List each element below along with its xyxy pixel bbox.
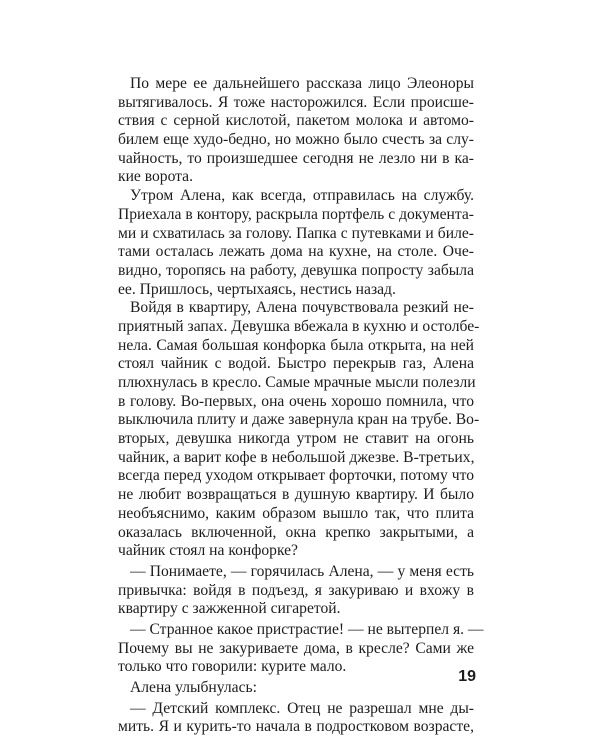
- paragraph: [118, 187, 474, 299]
- paragraph: [118, 563, 474, 619]
- text-line: ствия с серной кислотой, пакетом молока и автомо-: [118, 112, 474, 130]
- text-line: всегда перед уходом открывает форточки, потому что: [118, 467, 474, 485]
- text-line: только что говорили: курите мало.: [118, 658, 347, 676]
- text-line: ми и схватилась за голову. Папка с путевками и биле-: [118, 224, 474, 242]
- text-line: кие ворота.: [118, 168, 194, 186]
- text-line: билем еще худо-бедно, но можно было счесть за слу-: [118, 131, 474, 149]
- paragraph: [118, 679, 474, 698]
- text-line: нела. Самая большая конфорка была открыта, на ней: [118, 336, 474, 354]
- text-line: привычка: войдя в подъезд, я закуриваю и вхожу в: [118, 581, 474, 599]
- text-line: квартиру с зажженной сигаретой.: [118, 600, 341, 618]
- text-line: плюхнулась в кресло. Самые мрачные мысли полезли: [118, 374, 476, 391]
- text-line: стоял чайник с водой. Быстро перекрыв газ, Алена: [118, 355, 474, 373]
- text-line: тами осталась лежать дома на кухне, на столе. Оче-: [118, 243, 474, 261]
- text-line: Войдя в квартиру, Алена почувствовала резкий не-: [130, 299, 474, 317]
- text-line: приятный запах. Девушка вбежала в кухню и остолбе-: [118, 317, 480, 335]
- body-text: [118, 75, 484, 737]
- text-line: По мере ее дальнейшего рассказа лицо Элеоноры: [130, 75, 474, 92]
- text-line: — Детский комплекс. Отец не разрешал мне ды-: [130, 699, 474, 717]
- text-line: ее. Пришлось, чертыхаясь, нестись назад.: [118, 280, 396, 298]
- text-line: чайник, а варит кофе в небольшой джезве. В-третьих,: [118, 448, 475, 466]
- text-line: — Понимаете, — горячилась Алена, — у меня есть: [130, 562, 474, 580]
- text-line: необъяснимо, каким образом вышло так, что плита: [118, 504, 474, 522]
- text-line: Почему вы не закуриваете дома, в кресле? Сами же: [118, 639, 474, 657]
- text-line: выключила плиту и даже завернула кран на трубе. Во-: [118, 411, 480, 429]
- text-line: оказалась включенной, окна крепко закрытыми, а: [118, 523, 474, 541]
- text-line: — Странное какое пристрастие! — не вытерпел я. —: [130, 620, 484, 638]
- paragraph: [118, 75, 474, 187]
- text-line: в голову. Во-первых, она очень хорошо помнила, что: [118, 392, 474, 410]
- text-line: вторых, девушка никогда утром не ставит на огонь: [118, 430, 474, 448]
- text-line: видно, торопясь на работу, девушка попросту забыла: [118, 261, 474, 279]
- paragraph: [118, 299, 480, 561]
- page-number: 19: [458, 668, 476, 685]
- text-line: вытягивалось. Я тоже насторожился. Если происше-: [118, 93, 474, 111]
- text-line: чайность, то произшедшее сегодня не лезло ни в ка-: [118, 149, 474, 167]
- text-line: мить. Я и курить-то начала в подростковом возрасте,: [118, 718, 474, 736]
- paragraph: [118, 700, 474, 737]
- text-line: не любит возвращаться в душную квартиру. И было: [118, 486, 474, 504]
- text-line: Утром Алена, как всегда, отправилась на службу.: [130, 187, 474, 205]
- text-line: Алена улыбнулась:: [130, 679, 257, 696]
- text-line: Приехала в контору, раскрыла портфель с документа-: [118, 205, 474, 223]
- text-line: чайник стоял на конфорке?: [118, 542, 298, 560]
